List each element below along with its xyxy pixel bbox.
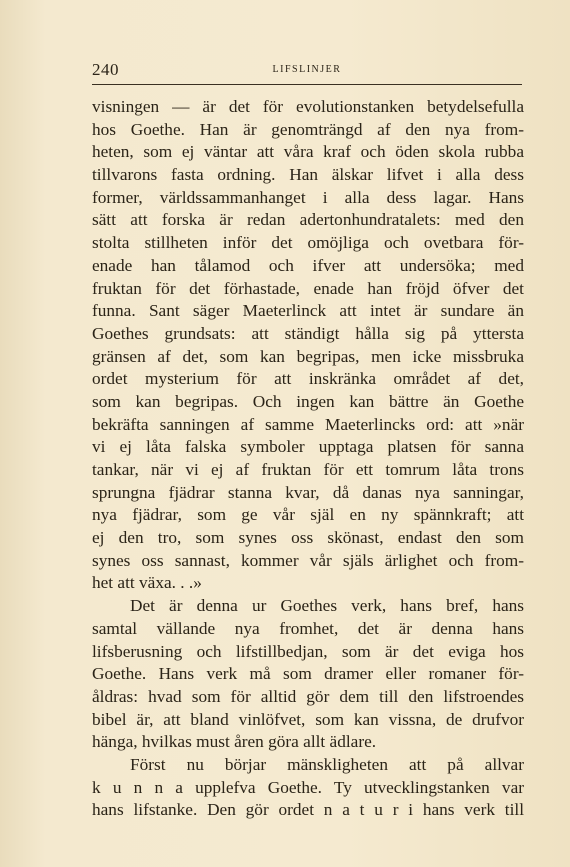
page-header xyxy=(92,60,522,82)
running-title: LIFSLINJER xyxy=(272,64,342,75)
text-line: ej den tro, som synes oss skönast, endast den som xyxy=(92,528,524,548)
text-line: former, världssammanhanget i alla dess lagar. Hans xyxy=(92,187,524,207)
text-line: k u n n a upplefva Goethe. Ty utvecklingstanken var xyxy=(92,777,524,797)
text-line: sätt att forska är redan adertonhundratalets: med den xyxy=(92,210,524,230)
text-line: ordet mysterium för att inskränka området af det, xyxy=(92,369,524,389)
text-line: heten, som ej väntar att våra kraf och öden skola rubba xyxy=(92,142,524,162)
text-line: sprungna fjädrar stanna kvar, då danas nya sanningar, xyxy=(92,482,524,502)
text-line: bibel är, att bland vinlöfvet, som kan vissna, de drufvor xyxy=(92,709,524,729)
text-line: Först nu börjar mänskligheten att på allvar xyxy=(130,754,524,774)
text-line: tankar, när vi ej af fruktan för ett tomrum låta trons xyxy=(92,460,524,479)
page-number: 240 xyxy=(92,60,119,79)
text-line: Det är denna ur Goethes verk, hans bref, hans xyxy=(130,596,524,616)
text-line: vi ej låta falska symboler upptaga platsen för sanna xyxy=(92,437,524,457)
text-line: samtal vällande nya fromhet, det är denna hans xyxy=(92,618,524,638)
text-line: lifsberusning och lifstillbedjan, som är det eviga hos xyxy=(92,641,524,661)
text-line: Goethes grundsats: att ständigt hålla sig på yttersta xyxy=(92,323,524,343)
text-line: nya fjädrar, som ge vår själ en ny spännkraft; att xyxy=(92,505,524,525)
text-line: visningen — är det för evolutionstanken betydelsefulla xyxy=(92,97,524,116)
text-line: stolta stillheten inför det omöjliga och ovetbara för- xyxy=(92,233,524,253)
text-line: bekräfta sanningen af samme Maeterlincks ord: att »när xyxy=(92,414,524,434)
text-line: het att växa. . .» xyxy=(92,573,202,593)
text-line: Goethe. Hans verk må som dramer eller romaner för- xyxy=(92,664,524,684)
text-line: hos Goethe. Han är genomträngd af den nya from- xyxy=(92,119,524,139)
text-line: gränsen af det, som kan begripas, men icke missbruka xyxy=(92,346,524,366)
text-line: hans lifstanke. Den gör ordet n a t u r i hans verk till xyxy=(92,800,524,820)
text-line: hänga, hvilkas must åren göra allt ädlare. xyxy=(92,732,377,752)
body-text xyxy=(92,96,524,822)
text-line: åldras: hvad som för alltid gör dem till den lifstroendes xyxy=(92,686,524,706)
text-line: funna. Sant säger Maeterlinck att intet är sundare än xyxy=(92,301,524,321)
text-line: enade han tålamod och ifver att undersöka; med xyxy=(92,255,524,275)
text-line: synes oss sannast, kommer vår själs ärlighet och from- xyxy=(92,550,524,570)
header-rule xyxy=(92,84,522,85)
text-line: fruktan för det förhastade, enade han fröjd öfver det xyxy=(92,278,524,298)
text-line: som kan begripas. Och ingen kan bättre än Goethe xyxy=(92,391,524,411)
text-line: tillvarons fasta ordning. Han älskar lifvet i alla dess xyxy=(92,165,524,185)
